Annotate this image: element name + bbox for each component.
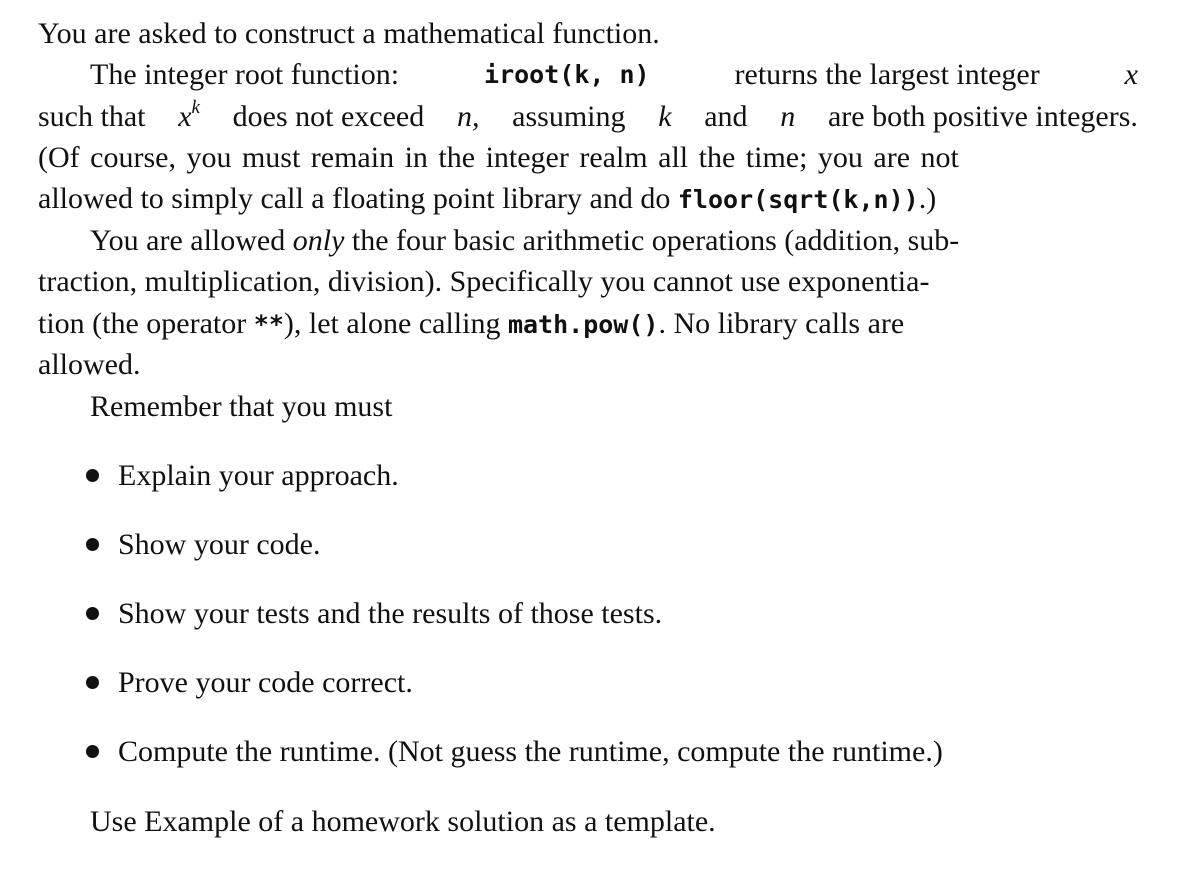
mathpow-code: math.pow() [507,310,659,339]
bullet-icon [86,745,99,758]
para2-l3-b: ), let alone calling [283,307,501,340]
power-expression [178,97,200,137]
para2-line3 [38,304,904,344]
list-item-text: Show your code. [118,528,321,561]
list-item-text: Explain your approach. [118,459,399,492]
para1-l2-b: does not exceed [232,100,425,133]
para1-l4-a: allowed to simply call a floating point library and do [38,182,671,215]
para2-l1-a: You are allowed [90,224,286,257]
list-item-text: Prove your code correct. [118,666,413,699]
list-item-text: Compute the runtime. (Not guess the runtime, compute the runtime.) [118,735,943,768]
footer-text: Use Example of a homework solution as a template. [90,805,716,838]
intro-text: You are asked to construct a mathematical function. [38,17,660,50]
intro-line [38,14,660,54]
remember-text: Remember that you must [90,390,393,423]
bullet-icon [86,469,99,482]
para1-line3 [38,138,1138,178]
para2-line2 [38,262,929,302]
bullet-icon [86,607,99,620]
para1-l3: (Of course, you must remain in the integer realm all the time; you are not [38,141,959,174]
list-item [86,663,413,703]
para1-line4 [38,179,936,219]
para1-l2-c: assuming [512,100,626,133]
only-emphasis: only [292,224,345,257]
list-item [86,594,662,634]
bullet-icon [86,538,99,551]
para1-after-code: returns the largest integer [734,58,1040,91]
para1-l2-d: and [704,100,748,133]
exp-power: k [191,97,200,118]
para2-l4: allowed. [38,348,141,381]
exp-base: x [178,100,192,133]
pow-operator-code: ** [253,310,284,339]
para1-l2-e: are both positive integers. [827,100,1138,133]
var-k: k [658,100,672,133]
para2-l2: traction, multiplication, division). Specifically you cannot use exponentia- [38,265,930,298]
para1-l4-b: .) [918,182,937,215]
iroot-code: iroot(k, n) [484,60,650,89]
para1-l2-a: such that [38,100,146,133]
var-n: n, [456,100,480,133]
remember-line [90,387,392,427]
para2-line1 [90,221,959,261]
list-item [86,525,320,565]
var-n2: n [780,100,796,133]
para2-l3-a: tion (the operator [38,307,247,340]
list-item [86,456,399,496]
para1-line2 [38,97,1138,137]
bullet-icon [86,676,99,689]
para2-line4 [38,345,140,385]
list-item-text: Show your tests and the results of those tests. [118,597,663,630]
para1-line1 [90,55,1138,95]
para2-l1-b: the four basic arithmetic operations (addition, sub- [351,224,960,257]
footer-line [90,802,716,842]
list-item [86,732,943,772]
var-x: x [1124,58,1138,91]
para1-lead: The integer root function: [90,58,400,91]
para2-l3-c: . No library calls are [658,307,905,340]
floor-code: floor(sqrt(k,n)) [677,185,919,214]
